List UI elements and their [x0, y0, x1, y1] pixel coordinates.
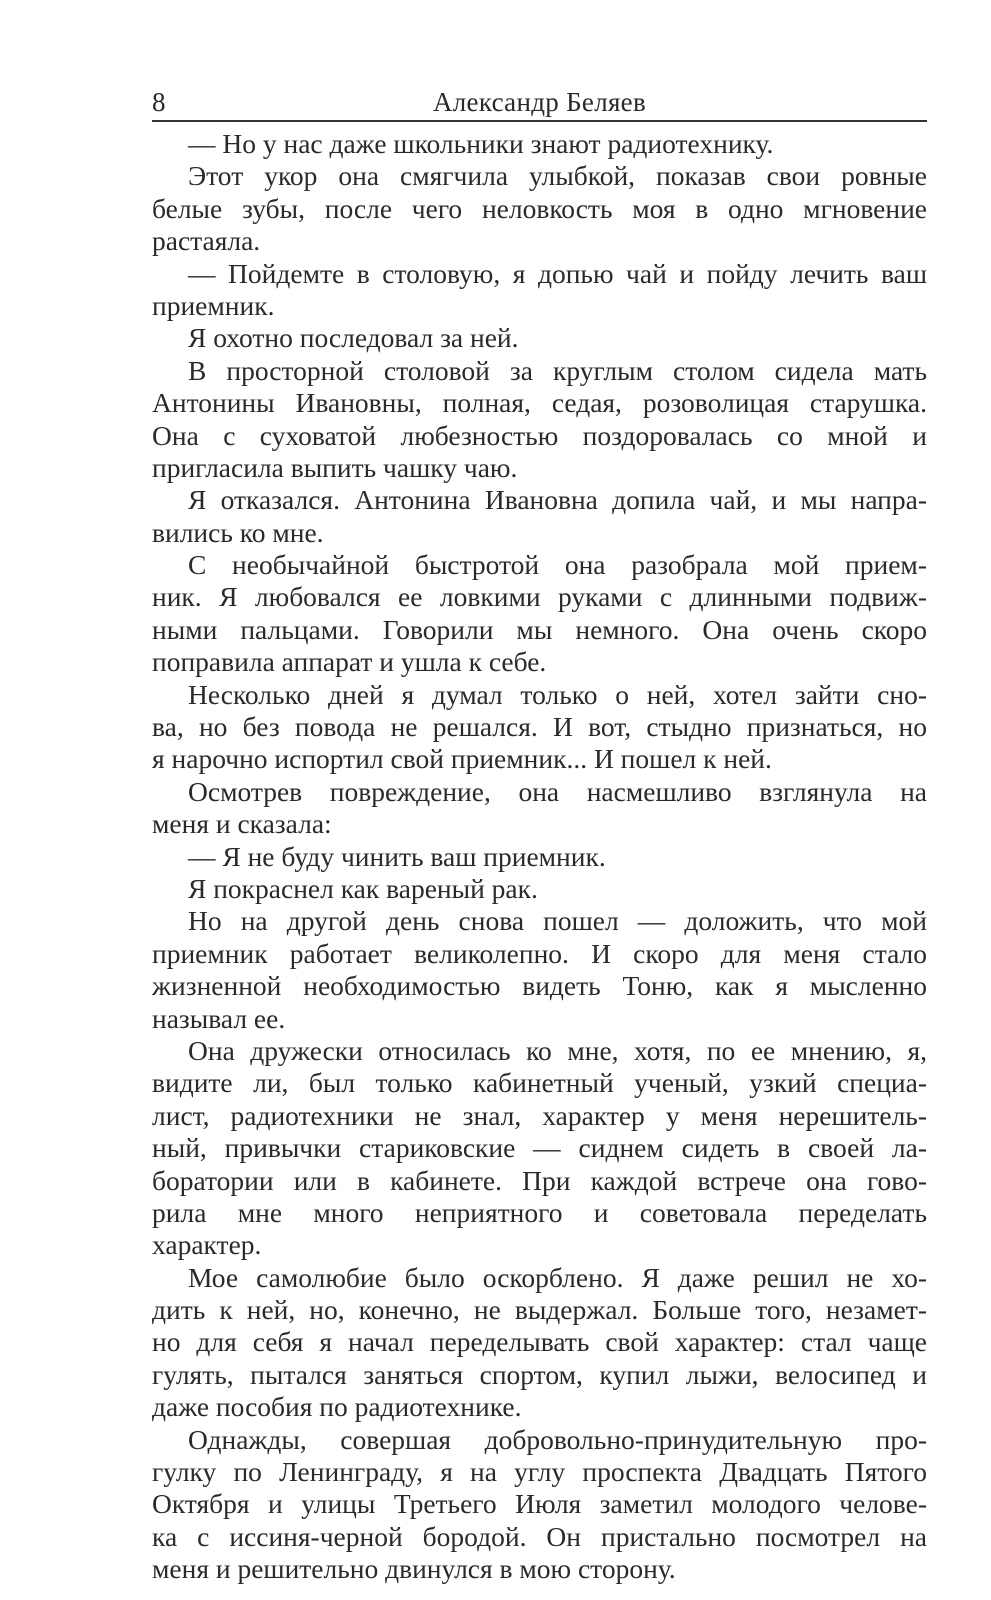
text-line: приемник работает великолепно. И скоро для меня стало — [152, 937, 927, 969]
text-line: растаяла. — [152, 225, 261, 257]
text-line: ными пальцами. Говорили мы немного. Она очень скоро — [152, 613, 927, 645]
text-line: Но на другой день снова пошел — доложить, что мой — [188, 905, 927, 937]
text-line: гулку по Ленинграду, я на углу проспекта Двадцать Пятого — [152, 1456, 927, 1488]
body-text — [152, 128, 927, 1586]
text-line: В просторной столовой за круглым столом сидела мать — [188, 354, 927, 386]
text-line: видите ли, был только кабинетный ученый, узкий специа- — [152, 1067, 927, 1099]
text-line: ка с иссиня-черной бородой. Он пристально посмотрел на — [152, 1520, 927, 1552]
text-line: я нарочно испортил свой приемник... И пошел к ней. — [152, 743, 772, 775]
running-head — [152, 88, 927, 122]
text-line: белые зубы, после чего неловкость моя в одно мгновение — [152, 192, 927, 224]
text-line: пригласила выпить чашку чаю. — [152, 451, 518, 483]
text-line: Мое самолюбие было оскорблено. Я даже решил не хо- — [188, 1261, 927, 1293]
text-line: меня и сказала: — [152, 808, 332, 840]
text-line: вились ко мне. — [152, 516, 324, 548]
text-line: приемник. — [152, 289, 275, 321]
text-line: Антонины Ивановны, полная, седая, розоволицая старушка. — [152, 387, 927, 419]
text-line: С необычайной быстротой она разобрала мой прием- — [188, 549, 927, 581]
text-line: но для себя я начал переделывать свой характер: стал чаще — [152, 1326, 927, 1358]
text-line: Однажды, совершая добровольно-принудительную про- — [188, 1423, 927, 1455]
text-line: ный, привычки стариковские — сиднем сидеть в своей ла- — [152, 1132, 927, 1164]
text-line: ва, но без повода не решался. И вот, стыдно признаться, но — [152, 711, 927, 743]
text-line: Октября и улицы Третьего Июля заметил молодого челове- — [152, 1488, 927, 1520]
running-title-author: Александр Беляев — [432, 87, 647, 117]
text-line: гулять, пытался заняться спортом, купил лыжи, велосипед и — [152, 1358, 927, 1390]
text-line: Она с суховатой любезностью поздоровалась со мной и — [152, 419, 927, 451]
text-line: рила мне много неприятного и советовала переделать — [152, 1196, 927, 1228]
text-line: поправила аппарат и ушла к себе. — [152, 646, 547, 678]
text-line: меня и решительно двинулся в мою сторону. — [152, 1553, 676, 1585]
text-line: Я охотно последовал за ней. — [188, 322, 519, 354]
page-number: 8 — [152, 87, 166, 117]
text-line: ник. Я любовался ее ловкими руками с длинными подвиж- — [152, 581, 927, 613]
text-line: называл ее. — [152, 1002, 286, 1034]
text-line: Она дружески относилась ко мне, хотя, по ее мнению, я, — [188, 1034, 927, 1066]
text-line: — Пойдемте в столовую, я допью чай и пойду лечить ваш — [188, 257, 927, 289]
text-line: Этот укор она смягчила улыбкой, показав свои ровные — [188, 160, 927, 192]
text-line: Я покраснел как вареный рак. — [188, 872, 538, 904]
text-line: — Но у нас даже школьники знают радиотехнику. — [188, 128, 774, 159]
text-line: Я отказался. Антонина Ивановна допила чай, и мы напра- — [188, 484, 927, 516]
text-line: — Я не буду чинить ваш приемник. — [188, 840, 606, 872]
text-line: характер. — [152, 1229, 262, 1261]
text-line: дить к ней, но, конечно, не выдержал. Больше того, незамет- — [152, 1294, 927, 1326]
text-line: даже пособия по радиотехнике. — [152, 1391, 522, 1423]
text-line: жизненной необходимостью видеть Тоню, как я мысленно — [152, 970, 927, 1002]
text-line: боратории или в кабинете. При каждой встрече она гово- — [152, 1164, 927, 1196]
text-line: Несколько дней я думал только о ней, хотел зайти сно- — [188, 678, 927, 710]
text-line: лист, радиотехники не знал, характер у меня нерешитель- — [152, 1099, 927, 1131]
book-page — [152, 88, 927, 1586]
text-line: Осмотрев повреждение, она насмешливо взглянула на — [188, 775, 927, 807]
